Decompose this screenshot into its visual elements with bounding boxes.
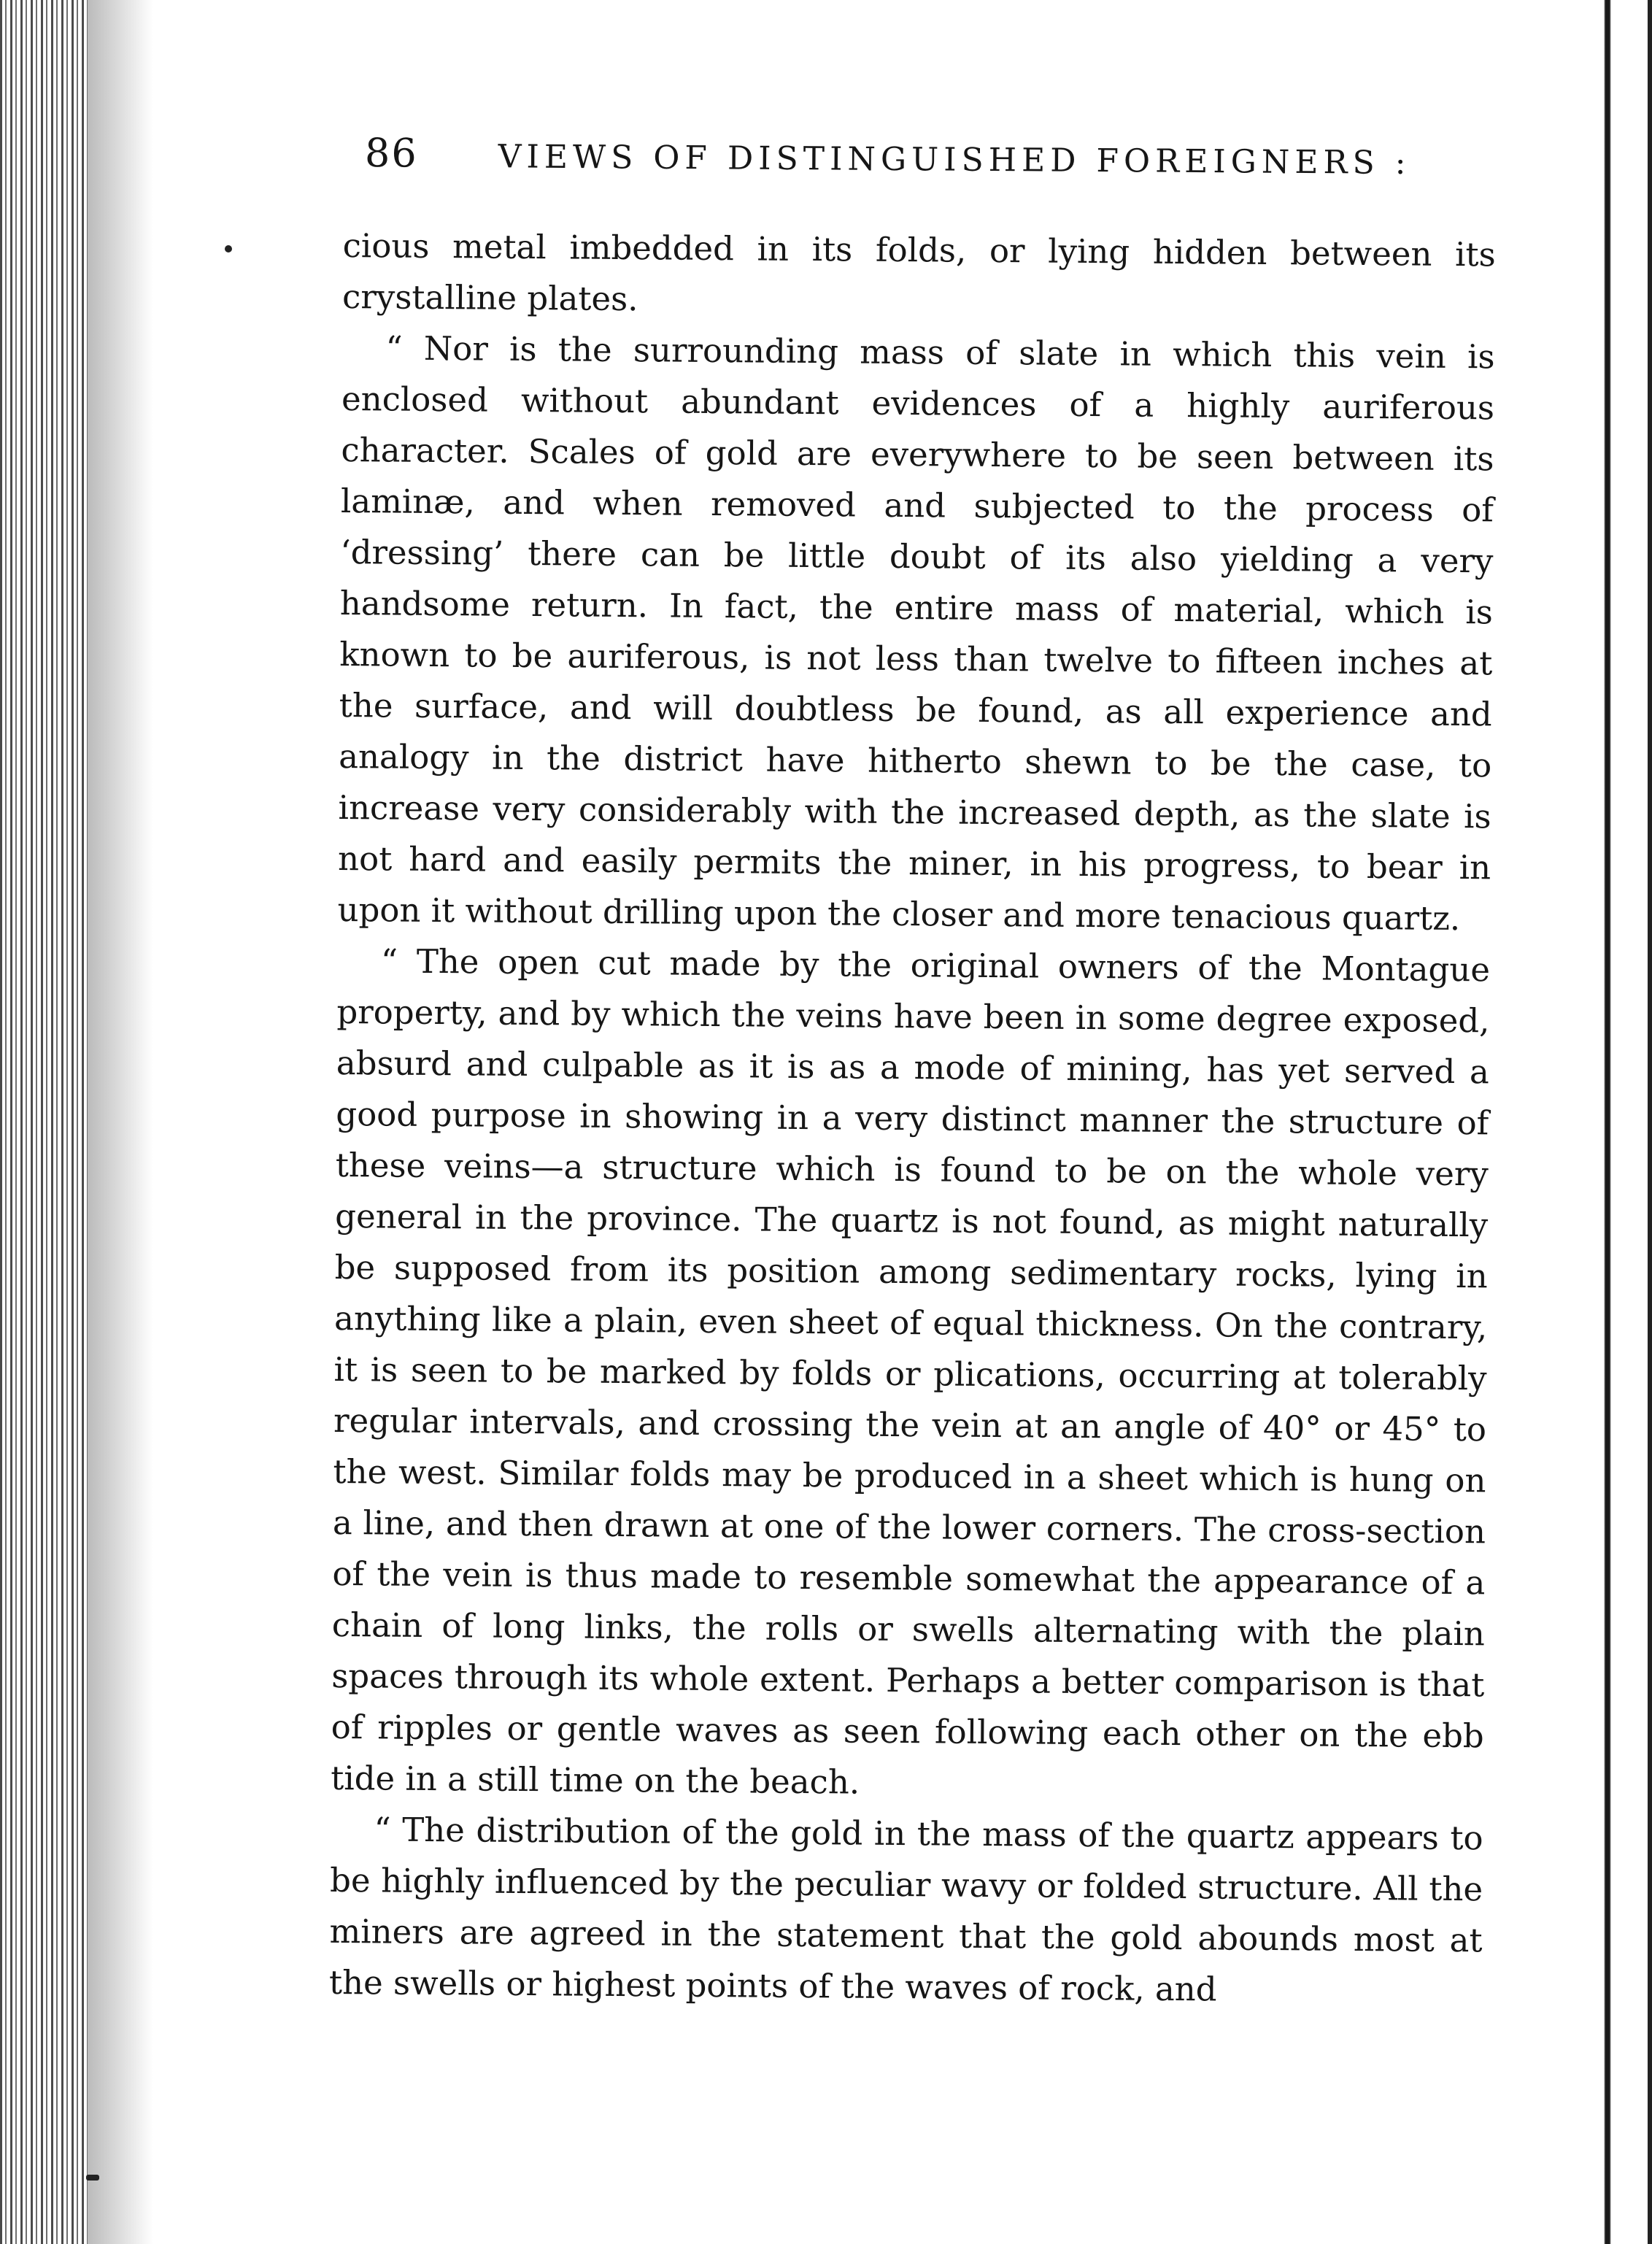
page-number: 86 [364,130,418,177]
ink-mark [86,2175,99,2181]
running-title: VIEWS OF DISTINGUISHED FOREIGNERS : [498,138,1411,182]
body-text [329,220,1496,2017]
binding-line [1648,0,1652,2244]
paragraph-gold-distribution: “ The distribution of the gold in the mass of the quartz appears to be highly influenced by the peculiar wavy or folded structure. All the miners are agreed in the statement that the gold abounds most at the swells or highest points of the waves of rock, and [328,1810,1483,2009]
page-stack-edge [0,0,88,2244]
paragraph-continuation: cious metal imbedded in its folds, or lying hidden between its crystalline plates. [341,225,1496,319]
ink-speck [225,245,232,252]
page-edge-shadow [88,0,153,2244]
binding-edge [1598,0,1652,2244]
running-head [365,130,1474,189]
paragraph-open-cut: “ The open cut made by the original owners of the Montague property, and by which the veins have been in some degree exposed, absurd and culpable as it is as a mode of mining, has yet served a good purpose in showing in a very distinct manner the structure of these veins—a structure which is found to be on the whole very general in the province. The quartz is not found, as might naturally be supposed from its position among sedimentary rocks, lying in anything like a plain, even sheet of equal thickness. On the contrary, it is seen to be marked by folds or plications, occurring at tolerably regular intervals, and crossing the vein at an angle of 40° or 45° to the west. Similar folds may be produced in a sheet which is hung on a line, and then drawn at one of the lower corners. The cross-section of the vein is thus made to resemble somewhat the appearance of a chain of long links, the rolls or swells alternating with the plain spaces through its whole extent. Perhaps a better comparison is that of ripples or gentle waves as seen following each other on the ebb tide in a still time on the beach. [331,941,1491,1802]
paragraph-slate-mass: “ Nor is the surrounding mass of slate in which this vein is enclosed without abundant evidences of a highly auriferous character. Scales of gold are everywhere to be seen between its laminæ, and when removed and subjected to the process of ‘dressing’ there can be little doubt of its also yielding a very handsome return. In fact, the entire mass of material, which is known to be auriferous, is not less than twelve to fifteen inches at the surface, and will doubtless be found, as all experience and analogy in the district have hitherto shewn to be the case, to increase very considerably with the increased depth, as the slate is not hard and easily permits the miner, in his progress, to bear in upon it without drilling upon the closer and more tenacious quartz. [337,328,1495,938]
